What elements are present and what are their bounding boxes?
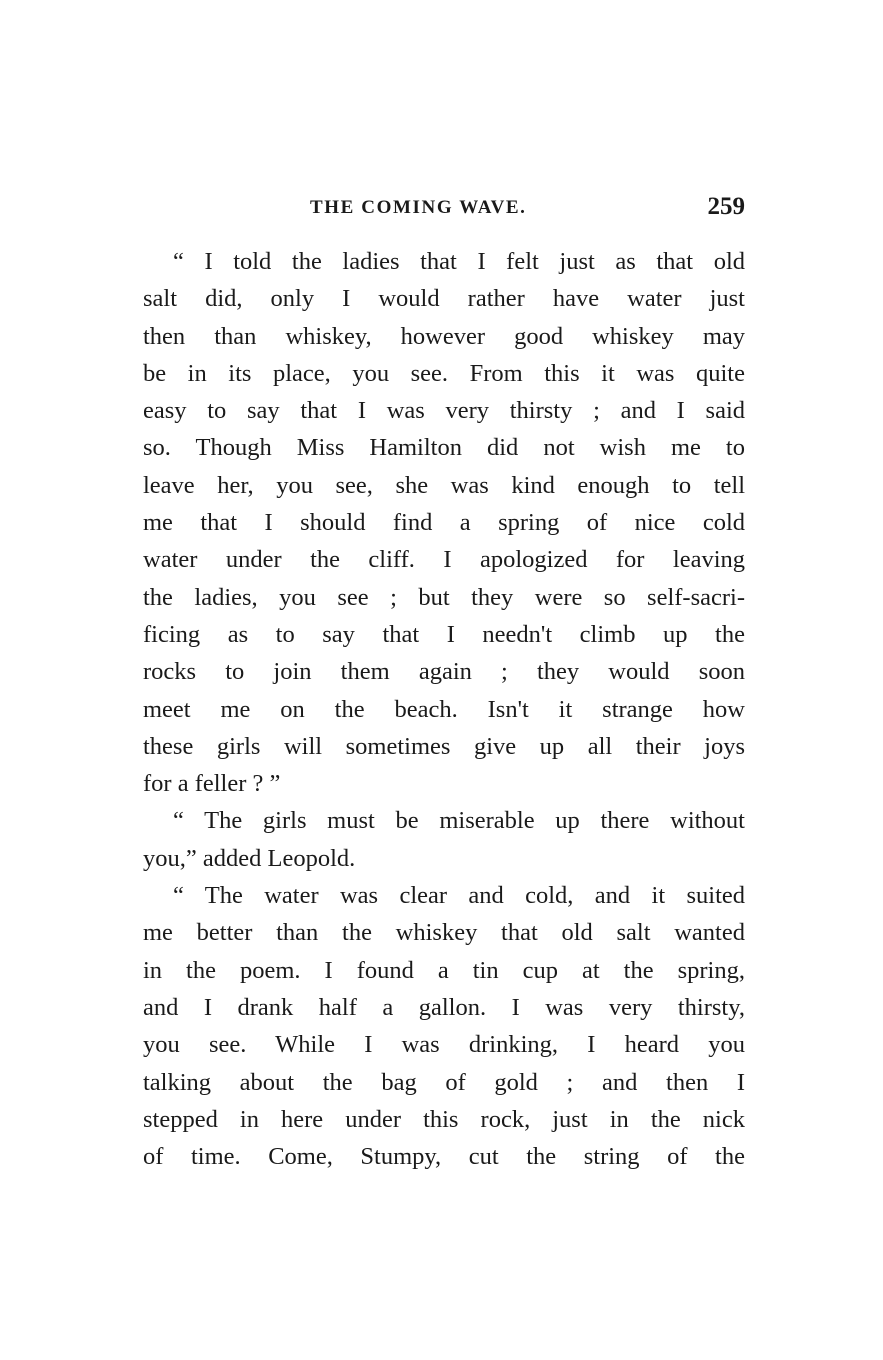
text-line: ficing as to say that I needn't climb up the (143, 620, 745, 648)
text-line: you see. While I was drinking, I heard you (143, 1031, 745, 1059)
body-text (143, 243, 745, 1175)
text-line: “ I told the ladies that I felt just as that old (173, 248, 745, 275)
running-head (143, 193, 745, 223)
page-number: 259 (707, 193, 745, 220)
text-line: meet me on the beach. Isn't it strange how (143, 695, 745, 723)
running-title: THE COMING WAVE. (310, 197, 527, 218)
text-line: the ladies, you see ; but they were so self-sacri- (143, 583, 745, 611)
text-line: be in its place, you see. From this it was quite (143, 359, 745, 387)
text-line: rocks to join them again ; they would soon (143, 658, 745, 686)
text-line: talking about the bag of gold ; and then I (143, 1068, 745, 1096)
text-line: salt did, only I would rather have water just (143, 285, 745, 313)
text-line: and I drank half a gallon. I was very thirsty, (143, 993, 745, 1021)
text-line: me better than the whiskey that old salt wanted (143, 919, 745, 947)
text-line: “ The water was clear and cold, and it suited (173, 882, 745, 910)
text-line: you,” added Leopold. (143, 844, 356, 872)
text-line: leave her, you see, she was kind enough to tell (143, 471, 745, 499)
text-line: easy to say that I was very thirsty ; and I said (143, 397, 745, 425)
text-line: “ The girls must be miserable up there without (173, 807, 745, 835)
text-line: for a feller ? ” (143, 770, 281, 798)
text-line: of time. Come, Stumpy, cut the string of the (143, 1143, 745, 1171)
text-line: me that I should find a spring of nice cold (143, 509, 745, 537)
text-line: stepped in here under this rock, just in the nick (143, 1105, 745, 1133)
text-line: water under the cliff. I apologized for leaving (143, 546, 745, 574)
text-line: so. Though Miss Hamilton did not wish me to (143, 434, 745, 462)
text-line: in the poem. I found a tin cup at the spring, (143, 956, 745, 984)
text-line: these girls will sometimes give up all their joys (143, 732, 745, 760)
text-line: then than whiskey, however good whiskey may (143, 322, 745, 350)
